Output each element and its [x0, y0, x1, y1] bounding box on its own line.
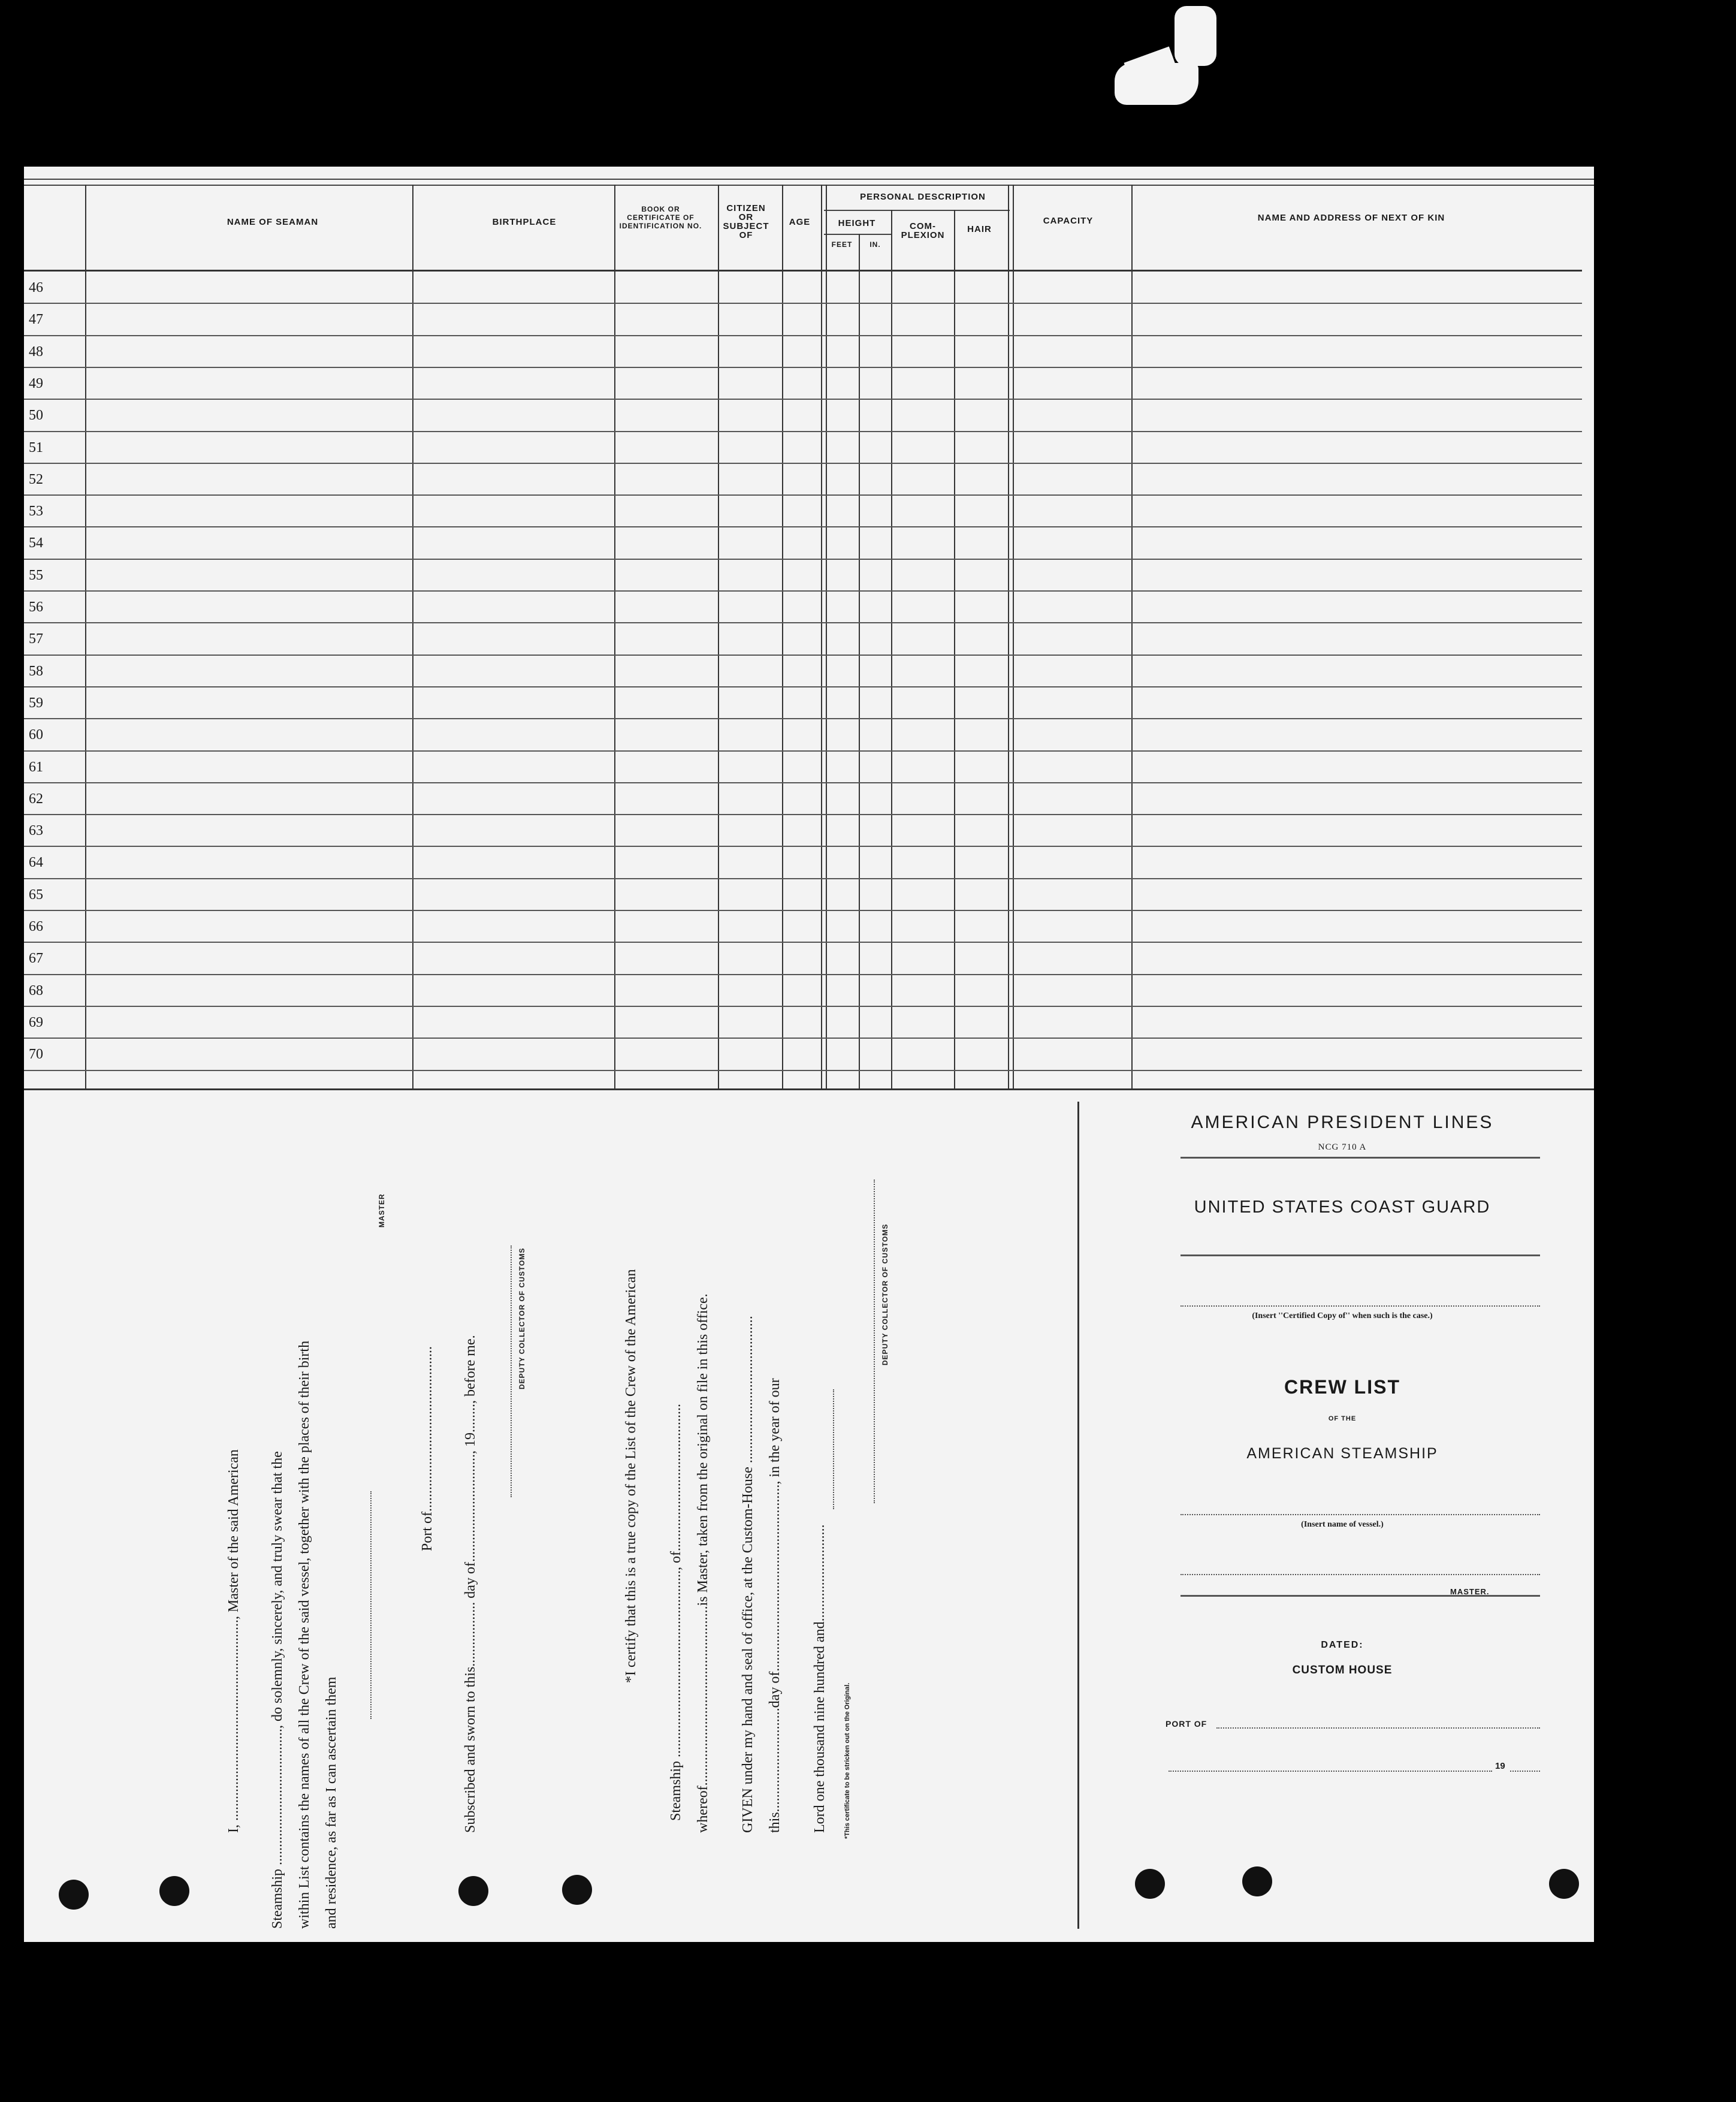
master-label: MASTER [378, 1193, 386, 1228]
cover-title: CREW LIST [1284, 1376, 1400, 1398]
column-divider [954, 210, 955, 1090]
tape-scrap [1175, 6, 1216, 66]
header-citizen-or-subject: CITIZEN OR SUBJECT OF [723, 203, 769, 240]
row-number: 48 [29, 343, 43, 360]
column-divider [1131, 185, 1133, 1090]
master-signature-line [370, 1491, 373, 1719]
row-number: 60 [29, 727, 43, 743]
oath-line-2: Steamship ......................................, do solemnly, sincerely, and truly swear that the [270, 1451, 285, 1929]
certificate-line-5: this.............................day of...................................................., in the year of our [767, 1378, 783, 1833]
row-number: 50 [29, 408, 43, 424]
oath-line-1: I, ........................................................, Master of the said American [226, 1449, 241, 1833]
punch-hole [458, 1876, 488, 1906]
row-line [24, 1038, 1582, 1039]
row-number: 55 [29, 567, 43, 583]
column-divider [826, 185, 827, 1090]
row-line [24, 463, 1582, 464]
certificate-signature-line [833, 1389, 835, 1509]
row-line [24, 686, 1582, 687]
column-divider [614, 185, 615, 1090]
row-number: 61 [29, 759, 43, 775]
row-line [24, 750, 1582, 752]
row-line [24, 559, 1582, 560]
header-name-of-seaman: NAME OF SEAMAN [227, 217, 319, 227]
row-number: 46 [29, 280, 43, 295]
row-number: 68 [29, 982, 43, 999]
row-line [24, 367, 1582, 368]
row-line [24, 974, 1582, 975]
column-divider [821, 185, 822, 1090]
row-number: 64 [29, 855, 43, 871]
certificate-line-3: whereof..................................................is Master, taken from the original on file in this office. [695, 1293, 711, 1833]
header-book-or-certificate: BOOK OR CERTIFICATE OF IDENTIFICATION NO. [619, 205, 702, 230]
vessel-name-line [1181, 1514, 1540, 1515]
row-line [24, 1006, 1582, 1007]
cover-agency: UNITED STATES COAST GUARD [1194, 1198, 1491, 1217]
column-divider [1013, 185, 1014, 1090]
row-line [24, 814, 1582, 815]
top-rule [24, 179, 1594, 180]
row-line [24, 590, 1582, 592]
row-number: 57 [29, 631, 43, 647]
master-name-line [1181, 1574, 1540, 1575]
certificate-line-4: GIVEN under my hand and seal of office, at the Custom-House ......................................... [740, 1316, 756, 1833]
row-number: 67 [29, 951, 43, 967]
row-line [24, 1070, 1582, 1071]
cover-company: AMERICAN PRESIDENT LINES [1191, 1112, 1494, 1132]
oath-subscribed: Subscribed and sworn to this.................. day of.............................., 19........, before me. [463, 1335, 478, 1833]
punch-hole [1549, 1869, 1579, 1899]
header-bottom-rule [24, 270, 1582, 272]
row-line [24, 910, 1582, 911]
punch-hole [1135, 1869, 1165, 1899]
height-rule [824, 234, 891, 235]
row-number: 65 [29, 886, 43, 903]
cover-rule [1181, 1157, 1540, 1159]
cover-custom-house: CUSTOM HOUSE [1292, 1664, 1393, 1676]
header-capacity: CAPACITY [1043, 216, 1094, 226]
cover-port-of-label: PORT OF [1166, 1719, 1207, 1729]
row-number: 47 [29, 312, 43, 328]
row-number: 51 [29, 439, 43, 456]
header-height: HEIGHT [838, 218, 876, 228]
column-divider [782, 185, 783, 1090]
row-line [24, 718, 1582, 719]
row-number: 53 [29, 503, 43, 520]
personal-description-rule [824, 210, 1010, 211]
oath-line-3: within List contains the names of all the Crew of the said vessel, together with the places of their birth [297, 1340, 312, 1929]
oath-line-4: and residence, as far as I can ascertain them [324, 1676, 339, 1929]
header-hair: HAIR [967, 224, 992, 234]
row-number: 58 [29, 663, 43, 679]
cover-rule [1181, 1254, 1540, 1256]
row-line [24, 942, 1582, 943]
row-line [24, 878, 1582, 879]
cover-vessel-type: AMERICAN STEAMSHIP [1246, 1445, 1438, 1462]
header-birthplace: BIRTHPLACE [492, 217, 557, 227]
row-number: 63 [29, 823, 43, 839]
certificate-deputy-line [874, 1180, 876, 1503]
cover-of-the: OF THE [1328, 1415, 1357, 1422]
certificate-line-6: Lord one thousand nine hundred and........................... [812, 1524, 828, 1833]
punch-hole [159, 1876, 189, 1906]
deputy-label: DEPUTY COLLECTOR OF CUSTOMS [518, 1247, 526, 1389]
row-line [24, 655, 1582, 656]
certificate-line-1: *I certify that this is a true copy of the List of the Crew of the American [623, 1269, 639, 1683]
row-number: 62 [29, 791, 43, 807]
row-number: 66 [29, 919, 43, 934]
year-line [1510, 1771, 1540, 1772]
row-number: 52 [29, 471, 43, 487]
row-line [24, 335, 1582, 336]
cover-year: 19 [1495, 1761, 1505, 1771]
crew-list-sheet [24, 167, 1594, 1942]
row-number: 49 [29, 375, 43, 391]
top-rule [24, 185, 1594, 186]
header-complexion: COM- PLEXION [901, 221, 945, 240]
column-divider [859, 234, 860, 1090]
header-next-of-kin: NAME AND ADDRESS OF NEXT OF KIN [1257, 213, 1445, 223]
certificate-deputy-label: DEPUTY COLLECTOR OF CUSTOMS [881, 1223, 889, 1365]
row-number: 59 [29, 695, 43, 711]
column-divider [718, 185, 719, 1090]
row-number: 70 [29, 1047, 43, 1063]
cover-form-number: NCG 710 A [1318, 1142, 1367, 1152]
row-line [24, 526, 1582, 527]
row-line [24, 622, 1582, 623]
row-number: 54 [29, 535, 43, 551]
cover-divider [1077, 1102, 1079, 1929]
row-line [24, 846, 1582, 847]
row-line [24, 399, 1582, 400]
header-feet: FEET [831, 240, 853, 249]
certificate-line-2: Steamship ...................................................., of......................................... [668, 1404, 684, 1821]
certificate-footnote: *This certificate to be stricken out on the Original. [844, 1682, 851, 1839]
row-number: 56 [29, 599, 43, 615]
row-line [24, 303, 1582, 304]
deputy-signature-line [511, 1245, 513, 1497]
port-of-line [1216, 1727, 1540, 1729]
row-line [24, 431, 1582, 432]
cover-master-label: MASTER. [1450, 1587, 1490, 1596]
table-bottom-rule [24, 1088, 1594, 1090]
punch-hole [562, 1875, 592, 1905]
certified-copy-line [1181, 1305, 1540, 1307]
date-line [1169, 1771, 1492, 1772]
punch-hole [59, 1880, 89, 1910]
cover-rule [1181, 1595, 1540, 1597]
column-divider [412, 185, 413, 1090]
header-age: AGE [789, 217, 811, 227]
cover-insert-vessel: (Insert name of vessel.) [1301, 1520, 1384, 1529]
header-personal-description: PERSONAL DESCRIPTION [860, 192, 986, 202]
cover-insert-certified: (Insert ''Certified Copy of'' when such is the case.) [1252, 1311, 1433, 1320]
cover-dated: DATED: [1321, 1640, 1364, 1650]
row-line [24, 494, 1582, 496]
column-divider [1008, 185, 1009, 1090]
column-divider [891, 210, 892, 1090]
row-number: 69 [29, 1014, 43, 1030]
oath-port-of: Port of.............................................. [419, 1346, 435, 1551]
row-line [24, 782, 1582, 783]
header-inches: IN. [869, 240, 881, 249]
punch-hole [1242, 1866, 1272, 1896]
tape-scrap [1115, 63, 1198, 105]
